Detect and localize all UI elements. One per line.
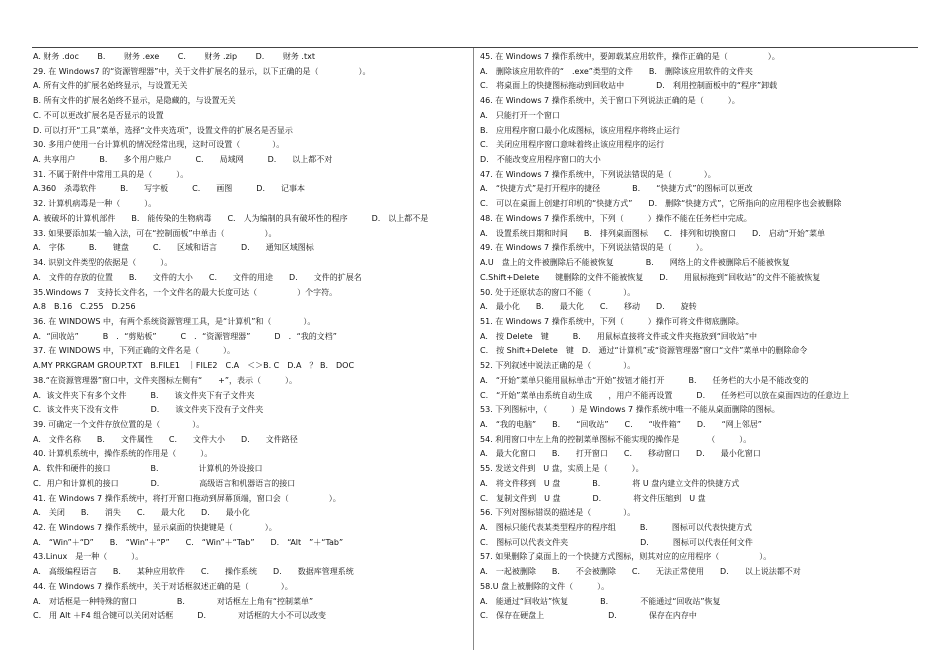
left-line: D. 可以打开“工具”菜单，选择“文件夹选项”，设置文件的扩展名是否显示 [33, 125, 293, 135]
right-line: C. 关闭应用程序窗口意味着终止该应用程序的运行 [480, 140, 665, 150]
left-column [33, 50, 465, 624]
left-line: A. 被破坏的计算机部件 B. 能传染的生物病毒 C. 人为编制的具有破坏性的程序 D. 以上都不是 [33, 213, 429, 223]
right-line: C. 可以在桌面上创建打印机的“快捷方式” D. 删除“快捷方式”，它所指向的应用程序也会被删除 [480, 199, 842, 209]
right-line: C. “开始”菜单由系统自动生成 ，用户不能再设置 D. 任务栏可以放在桌面四边的任意边上 [480, 390, 850, 400]
left-line: A. 共享用户 B. 多个用户账户 C. 局域网 D. 以上都不对 [33, 155, 333, 165]
right-line: A. 按 Delete 键 B. 用鼠标直接将文件或文件夹拖放到“回收站”中 [480, 331, 758, 341]
left-line: A．该文件夹下有多个文件 B. 该文件夹下有子文件夹 [33, 390, 255, 400]
question-58: 58.U 盘上被删除的文件（ ）。 [480, 581, 610, 591]
left-line: A. 字体 B. 键盘 C. 区域和语言 D. 通知区域图标 [33, 243, 314, 253]
question-44: 44. 在 Windows 7 操作系统中，关于对话框叙述正确的是（ ）。 [33, 581, 293, 591]
question-46: 46. 在 Windows 7 操作系统中，关于窗口下列说法正确的是（ ）。 [480, 96, 740, 106]
left-line: A. 文件的存放的位置 B. 文件的大小 C. 文件的用途 D. 文件的扩展名 [33, 272, 362, 282]
left-line: A. 所有文件的扩展名始终显示，与设置无关 [33, 81, 188, 91]
right-line: A. 图标只能代表某类型程序的程序组 B. 图标可以代表快捷方式 [480, 523, 752, 532]
right-line: D. 不能改变应用程序窗口的大小 [480, 155, 601, 165]
right-line: A. “我的电脑” B. “回收站” C. “收件箱” D. “网上邻居” [480, 419, 762, 429]
question-33: 33. 如果要添加某一输入法，可在“控制面板”中单击（ ）。 [33, 228, 277, 238]
left-line: A.MY PRKGRAM GROUP.TXT B.FILE1 ｜FILE2 C.A ＜＞B. C D.A ？ B. DOC [33, 361, 355, 371]
left-line: C．该文件夹下没有文件 D. 该文件夹下没有子文件夹 [33, 405, 264, 415]
question-45: 45. 在 Windows 7 操作系统中，要卸载某应用软件，操作正确的是（ ）。 [480, 52, 780, 61]
question-51: 51. 在 Windows 7 操作系统中，下列（ ）操作可将文件彻底删除。 [480, 316, 744, 326]
left-line: A．“回收站” B ．“剪贴板” C ．“资源管理器” D ．“我的文档” [33, 331, 337, 341]
top-rule [32, 47, 918, 48]
right-line: A. “开始”菜单只能用鼠标单击“开始”按钮才能打开 B. 任务栏的大小是不能改变的 [480, 375, 809, 385]
right-line: A. 一起被删除 B. 不会被删除 C. 无法正常使用 D. 以上说法都不对 [480, 567, 801, 577]
question-42: 42. 在 Windows 7 操作系统中，显示桌面的快捷键是（ ）。 [33, 523, 277, 532]
question-36: 36. 在 WINDOWS 中，有两个系统资源管理工具，是“计算机”和（ ）。 [33, 316, 316, 326]
question-53: 53. 下列图标中，（ ）是 Windows 7 操作系统中唯一不能从桌面删除的图标。 [480, 405, 780, 415]
left-line: A．软件和硬件的接口 B. 计算机的外设接口 [33, 464, 263, 474]
right-line: A. 最小化 B. 最大化 C. 移动 D. 旋转 [480, 302, 697, 312]
left-line: A. 对话框是一种特殊的窗口 B. 对话框左上角有“控制菜单” [33, 596, 314, 606]
question-52: 52. 下列叙述中说法正确的是（ ）。 [480, 361, 636, 371]
left-line: C. 用 Alt ＋F4 组合键可以关闭对话框 D. 对话框的大小不可以改变 [33, 611, 326, 621]
question-40: 40. 计算机系统中，操作系统的作用是（ ）。 [33, 449, 213, 459]
right-line: C. 复制文件到 U 盘 D. 将文件压缩到 U 盘 [480, 493, 706, 503]
question-29: 29. 在 Windows7 的“资源管理器”中，关于文件扩展名的显示，以下正确的是（ ）。 [33, 66, 371, 76]
right-line: C.Shift+Delete 键删除的文件不能被恢复 D. 用鼠标拖到“回收站”的文件不能被恢复 [480, 272, 821, 282]
left-line: B. 所有文件的扩展名始终不显示，是隐藏的，与设置无关 [33, 96, 236, 106]
right-column [480, 50, 920, 624]
question-37: 37. 在 WINDOWS 中，下列正确的文件名是（ ）。 [33, 346, 236, 356]
right-line: A. 能通过“回收站”恢复 B. 不能通过“回收站”恢复 [480, 596, 721, 606]
question-50: 50. 处于还原状态的窗口不能（ ）。 [480, 287, 636, 297]
left-line: C. 不可以更改扩展名是否显示的设置 [33, 110, 164, 120]
question-55: 55. 发送文件到 U 盘，实质上是（ ）。 [480, 464, 644, 474]
left-line: A. 关闭 B. 消失 C. 最大化 D. 最小化 [33, 508, 250, 518]
right-line: A. 设置系统日期和时间 B. 排列桌面图标 C. 排列和切换窗口 D. 启动“开始”菜单 [480, 228, 826, 238]
question-56: 56. 下列对图标错误的描述是（ ）。 [480, 508, 636, 518]
right-line: A.U 盘上的文件被删除后不能被恢复 B. 网络上的文件被删除后不能被恢复 [480, 258, 790, 268]
question-34: 34. 识别文件类型的依据是（ ）。 [33, 258, 173, 268]
question-57: 57. 如果删除了桌面上的一个快捷方式图标，则其对应的应用程序（ ）。 [480, 552, 772, 562]
question-31: 31. 不属于附件中常用工具的是（ ）。 [33, 169, 189, 179]
question-30: 30. 多用户使用一台计算机的情况经常出现，这时可设置（ ）。 [33, 140, 285, 150]
question-47: 47. 在 Windows 7 操作系统中，下列说法错误的是（ ）。 [480, 169, 716, 179]
question-32: 32. 计算机病毒是一种（ ）。 [33, 199, 157, 209]
left-line: A. 文件名称 B. 文件属性 C. 文件大小 D. 文件路径 [33, 434, 298, 444]
right-line: A. “快捷方式”是打开程序的捷径 B. “快捷方式”的图标可以更改 [480, 184, 753, 194]
left-line: A.8 B.16 C.255 D.256 [33, 302, 136, 312]
question-49: 49. 在 Windows 7 操作系统中，下列说法错误的是（ ）。 [480, 243, 708, 253]
right-line: B. 应用程序窗口最小化成图标，该应用程序将终止运行 [480, 125, 681, 135]
right-line: C. 将桌面上的快捷图标拖动到回收站中 D. 利用控制面板中的“程序”卸载 [480, 81, 778, 91]
left-line: A. 财务 .doc B. 财务 .exe C. 财务 .zip D. 财务 .txt [33, 52, 315, 61]
left-line: C．用户和计算机的接口 D. 高级语言和机器语言的接口 [33, 478, 296, 488]
question-38: 38.“在资源管理器”窗口中，文件夹图标左侧有“ +”，表示（ ）。 [33, 375, 298, 385]
right-line: A. 只能打开一个窗口 [480, 110, 560, 120]
left-line: A.360 杀毒软件 B. 写字板 C. 画图 D. 记事本 [33, 184, 306, 194]
question-48: 48. 在 Windows 7 操作系统中，下列（ ）操作不能在任务栏中完成。 [480, 213, 752, 223]
right-line: A. 将文件移到 U 盘 B. 将 U 盘内建立文件的快捷方式 [480, 478, 740, 488]
question-43: 43.Linux 是一种（ ）。 [33, 552, 144, 562]
left-line: A. “Win”＋“D” B. “Win”＋“P” C. “Win”＋“Tab” D. “Alt ”＋“Tab” [33, 537, 344, 547]
left-line: A. 高级编程语言 B. 某种应用软件 C. 操作系统 D. 数据库管理系统 [33, 567, 354, 577]
right-line: A. 最大化窗口 B. 打开窗口 C. 移动窗口 D. 最小化窗口 [480, 449, 761, 459]
right-line: C. 图标可以代表文件夹 D. 图标可以代表任何文件 [480, 537, 753, 547]
column-divider [473, 48, 474, 650]
question-35: 35.Windows 7 支持长文件名，一个文件名的最大长度可达（ ）个字符。 [33, 287, 338, 297]
right-line: A. 删除该应用软件的“ .exe”类型的文件 B. 删除该应用软件的文件夹 [480, 66, 753, 76]
question-54: 54. 利用窗口中左上角的控制菜单图标不能实现的操作是 （ ）。 [480, 434, 752, 444]
right-line: C. 按 Shift+Delete 键 D. 通过“计算机”或“资源管理器”窗口“文件”菜单中的删除命令 [480, 346, 808, 356]
right-line: C. 保存在硬盘上 D. 保存在内存中 [480, 611, 697, 621]
question-39: 39. 可确定一个文件存放位置的是（ ）。 [33, 419, 205, 429]
question-41: 41. 在 Windows 7 操作系统中，将打开窗口拖动到屏幕顶端，窗口会（ ）。 [33, 493, 341, 503]
